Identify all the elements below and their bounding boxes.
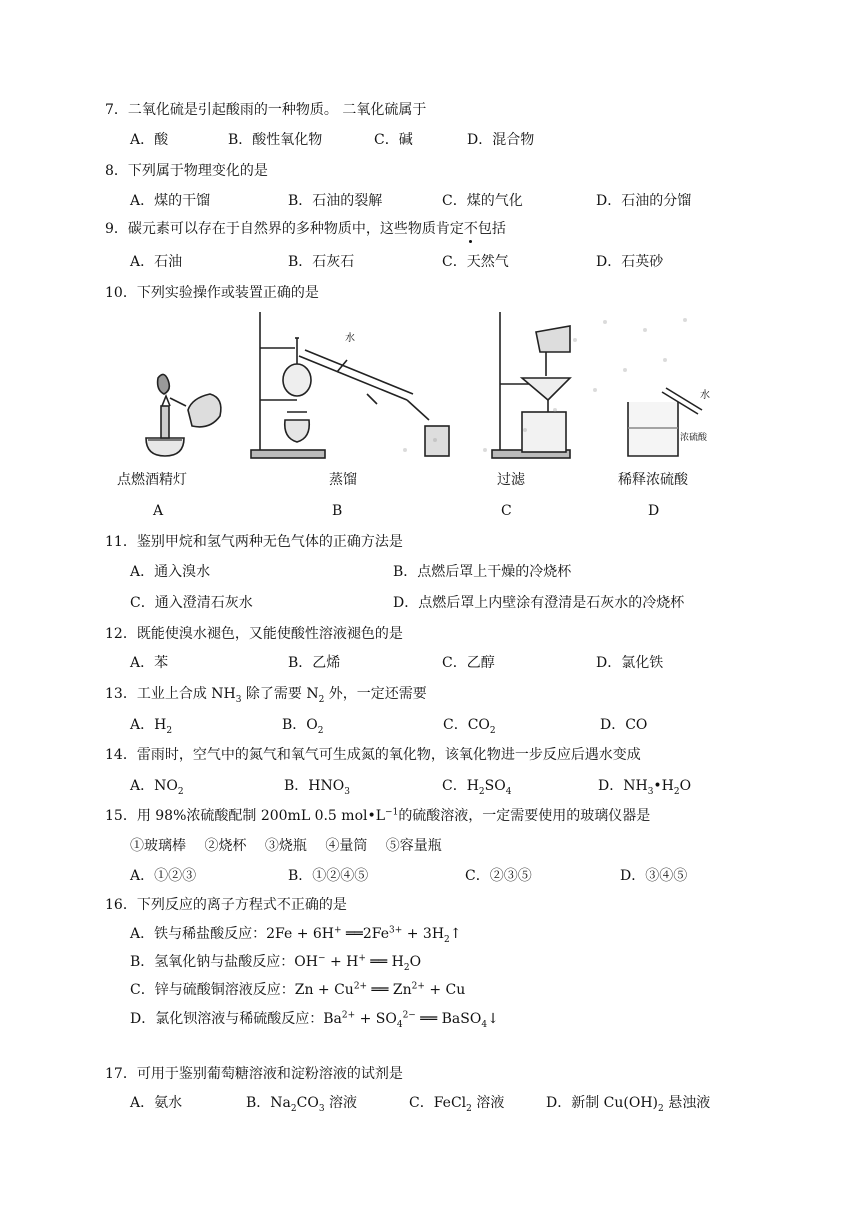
q11-option-d: D．点燃后罩上内壁涂有澄清是石灰水的冷烧杯 [393, 595, 685, 611]
q17-option-d [546, 1094, 710, 1112]
q13-option-c [443, 716, 496, 734]
q16-option-d [130, 1010, 499, 1028]
q15-option-a: A．①②③ [130, 868, 197, 884]
caption-b: 蒸馏 [329, 472, 357, 488]
letter-b: B [332, 503, 343, 519]
q16-b-end: O [409, 954, 422, 970]
q14-option-c [442, 777, 511, 795]
q13-stem-sub-1: 3 [235, 694, 242, 705]
q17-b-2: CO [296, 1095, 319, 1111]
q16-c-3: + Cu [424, 982, 466, 998]
question-11-stem: 11．鉴别甲烷和氢气两种无色气体的正确方法是 [105, 534, 403, 550]
question-12-stem: 12．既能使溴水褪色，又能使酸性溶液褪色的是 [105, 626, 403, 642]
question-9-stem [105, 220, 506, 238]
q13-a-text: A．H [130, 717, 167, 733]
q16-a-1: A．铁与稀盐酸反应：2Fe + 6H [130, 926, 334, 942]
q17-option-c [409, 1094, 504, 1112]
d-water-label: 水 [700, 390, 710, 401]
q9-option-d: D．石英砂 [596, 254, 664, 270]
question-15-stem [105, 807, 650, 825]
q13-b-text: B．O [282, 717, 318, 733]
q16-c-sup1: 2+ [353, 981, 368, 992]
q16-d-arrow: ↓ [487, 1011, 499, 1027]
q13-stem-1: 13．工业上合成 NH [105, 686, 236, 702]
q11-option-a: A．通入溴水 [130, 564, 211, 580]
q8-option-a: A．煤的干馏 [130, 193, 211, 209]
q16-option-a [130, 925, 462, 943]
q16-d-sub: 4 [396, 1019, 403, 1030]
q9-stem-post: 包括 [477, 221, 506, 237]
letter-c: C [501, 503, 512, 519]
q16-a-arrow: ↑ [449, 926, 462, 942]
letter-a: A [153, 503, 164, 519]
q16-a-sup2: 3+ [389, 925, 403, 936]
q16-d-2: + SO [355, 1011, 397, 1027]
q14-c-sub2: 4 [505, 786, 512, 797]
q16-c-sup2: 2+ [411, 981, 425, 992]
q14-option-a [130, 777, 184, 795]
q17-b-3: 溶液 [324, 1095, 358, 1111]
q16-c-2: ══ Zn [367, 982, 412, 998]
q17-c-1: C．FeCl [409, 1095, 467, 1111]
q14-d-sub1: 3 [647, 786, 654, 797]
q9-stem-pre: 9．碳元素可以存在于自然界的多种物质中，这些物质肯定 [105, 221, 464, 237]
q9-option-c: C．天然气 [442, 254, 509, 270]
q14-d-text: D．NH [598, 778, 648, 794]
q17-d-2: 悬浊液 [663, 1095, 711, 1111]
q13-option-b [282, 716, 324, 734]
q13-b-sub: 2 [317, 725, 324, 736]
q15-items: ①玻璃棒 ②烧杯 ③烧瓶 ④量筒 ⑤容量瓶 [130, 838, 442, 854]
q8-option-d: D．石油的分馏 [596, 193, 692, 209]
q16-b-sub: 2 [403, 962, 410, 973]
letter-d: D [648, 503, 660, 519]
q14-d-sub2: 2 [673, 786, 680, 797]
q14-b-sub: 3 [344, 786, 350, 797]
q16-d-sup1: 2+ [341, 1010, 356, 1021]
q12-option-c: C．乙醇 [442, 655, 495, 671]
q16-b-2: + H [325, 954, 359, 970]
q11-option-b: B．点燃后罩上干燥的冷烧杯 [393, 564, 572, 580]
q14-b-text: B．HNO [284, 778, 345, 794]
q14-option-b [284, 777, 350, 795]
q13-option-d: D．CO [600, 717, 648, 733]
question-14-stem: 14．雷雨时，空气中的氮气和氧气可生成氮的氧化物，该氧化物进一步反应后遇水变成 [105, 747, 641, 763]
q15-stem-pre: 15．用 98%浓硫酸配制 200mL 0.5 mol•L [105, 808, 386, 824]
q17-option-b [246, 1094, 357, 1112]
q15-option-b: B．①②④⑤ [288, 868, 369, 884]
q9-option-b: B．石灰石 [288, 254, 355, 270]
q14-c-text: C．H [442, 778, 479, 794]
q17-c-2: 溶液 [471, 1095, 505, 1111]
q15-stem-sup: −1 [385, 807, 399, 818]
q16-d-1: D．氯化钡溶液与稀硫酸反应：Ba [130, 1011, 342, 1027]
q16-d-sub2: 4 [481, 1019, 488, 1030]
q17-c-sub: 2 [466, 1103, 472, 1114]
q7-option-c: C．碱 [374, 132, 413, 148]
q16-a-2: ══2Fe [341, 926, 389, 942]
q14-c-mid: SO [484, 778, 506, 794]
q14-option-d [598, 777, 691, 795]
q13-stem-2: 除了需要 N [241, 686, 319, 702]
q17-option-a: A．氨水 [130, 1095, 183, 1111]
q13-a-sub: 2 [166, 725, 173, 736]
q14-d-mid: •H [653, 778, 674, 794]
q13-c-text: C．CO [443, 717, 490, 733]
caption-c: 过滤 [497, 472, 525, 488]
q14-a-sub: 2 [177, 786, 184, 797]
q16-a-sub: 2 [444, 934, 450, 945]
question-7-stem: 7．二氧化硫是引起酸雨的一种物质。 二氧化硫属于 [105, 102, 427, 118]
q17-d-1: D．新制 Cu(OH) [546, 1095, 659, 1111]
q7-option-d: D．混合物 [467, 132, 535, 148]
q15-option-c: C．②③⑤ [465, 868, 532, 884]
q16-a-sup1: + [334, 925, 342, 936]
question-8-stem: 8．下列属于物理变化的是 [105, 163, 268, 179]
question-10-stem: 10．下列实验操作或装置正确的是 [105, 285, 319, 301]
d-acid-label: 浓硫酸 [680, 433, 708, 443]
q12-option-a: A．苯 [130, 655, 169, 671]
q16-b-sup1: − [317, 953, 326, 964]
q15-option-d: D．③④⑤ [620, 868, 688, 884]
q9-emphasis-dot: 不 [463, 221, 478, 237]
question-17-stem: 17．可用于鉴别葡萄糖溶液和淀粉溶液的试剂是 [105, 1066, 403, 1082]
q13-c-sub: 2 [489, 725, 496, 736]
q14-c-sub1: 2 [478, 786, 485, 797]
q11-option-c: C．通入澄清石灰水 [130, 595, 253, 611]
q15-stem-post: 的硫酸溶液，一定需要使用的玻璃仪器是 [398, 808, 651, 824]
q8-option-c: C．煤的气化 [442, 193, 523, 209]
apparatus-a-alcohol-lamps [140, 368, 230, 462]
q16-d-sup2: 2− [402, 1010, 416, 1021]
q14-d-post: O [679, 778, 692, 794]
q16-b-sup2: + [358, 953, 366, 964]
q16-b-1: B．氢氧化钠与盐酸反应：OH [130, 954, 318, 970]
q13-option-a [130, 716, 172, 734]
q7-option-a: A．酸 [130, 132, 169, 148]
caption-a: 点燃酒精灯 [117, 472, 187, 488]
apparatus-d-dilution [622, 380, 712, 462]
q13-stem-3: 外，一定还需要 [324, 686, 427, 702]
q16-option-b [130, 953, 421, 971]
q14-a-text: A．NO [130, 778, 178, 794]
q9-option-a: A．石油 [130, 254, 183, 270]
q8-option-b: B．石油的裂解 [288, 193, 383, 209]
question-16-stem: 16．下列反应的离子方程式不正确的是 [105, 897, 347, 913]
q12-option-d: D．氯化铁 [596, 655, 664, 671]
q17-b-sub1: 2 [290, 1103, 297, 1114]
q7-option-b: B．酸性氧化物 [228, 132, 323, 148]
q12-option-b: B．乙烯 [288, 655, 341, 671]
b-water-label: 水 [345, 333, 355, 344]
q16-option-c [130, 981, 465, 999]
q16-b-3: ══ H [365, 954, 404, 970]
q16-a-3: + 3H [402, 926, 445, 942]
caption-d: 稀释浓硫酸 [618, 472, 688, 488]
q16-d-3: ══ BaSO [415, 1011, 482, 1027]
question-13-stem [105, 685, 427, 703]
q16-c-1: C．锌与硫酸铜溶液反应：Zn + Cu [130, 982, 354, 998]
q17-b-1: B．Na [246, 1095, 291, 1111]
q17-b-sub2: 3 [318, 1103, 325, 1114]
q13-stem-sub-2: 2 [318, 694, 325, 705]
q17-d-sub: 2 [658, 1103, 664, 1114]
